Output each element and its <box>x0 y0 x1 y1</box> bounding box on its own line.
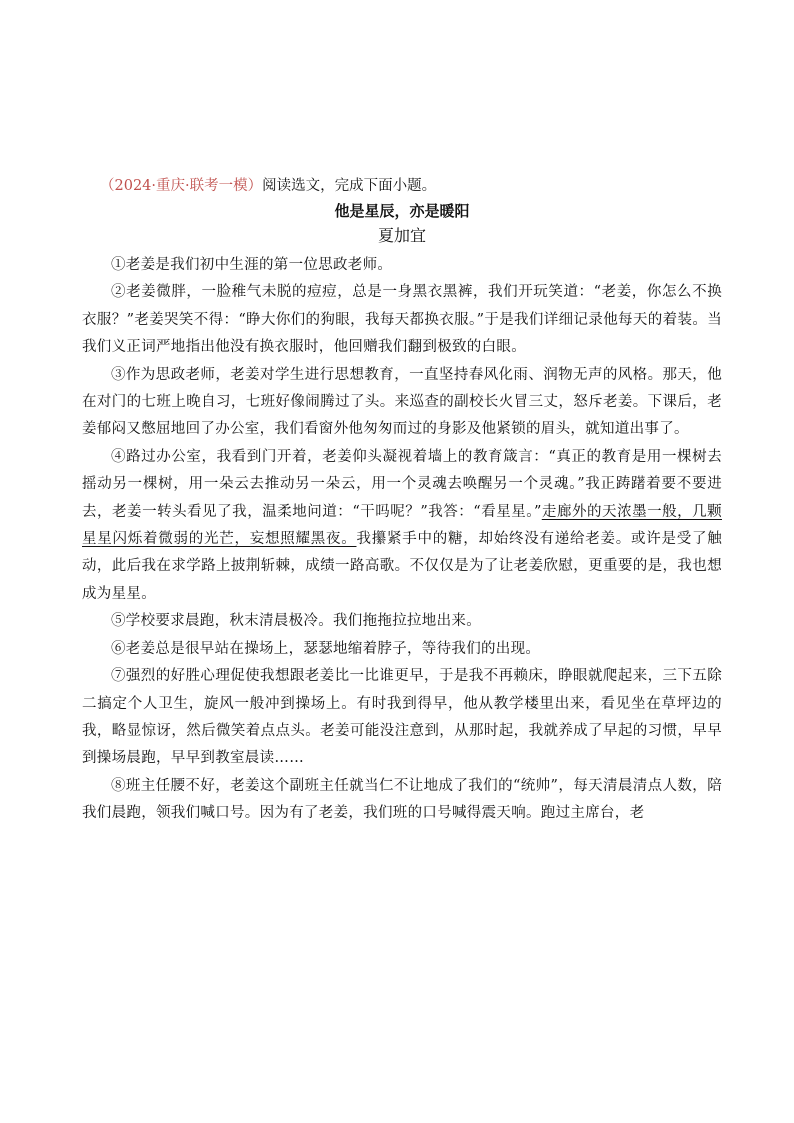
article-author: 夏加宜 <box>377 226 426 245</box>
question-source: （2024·重庆·联考一模） <box>100 178 263 194</box>
paragraph-4-tail: 我攥紧手中的糖，却始终没有递给老姜。或许是受了触动，此后我在求学路上披荆斩棘，成绩一路高歌。不仅仅是为了让老姜欣慰，更重要的是，我也想成为星星。 <box>82 531 722 602</box>
paragraph-8: ⑧班主任腰不好，老姜这个副班主任就当仁不让地成了我们的“统帅”，每天清晨清点人数，陪我们晨跑，领我们喊口号。因为有了老姜，我们班的口号喊得震天响。跑过主席台，老 <box>82 777 722 822</box>
paragraph-2: ②老姜微胖，一脸稚气未脱的痘痘，总是一身黑衣黑裤，我们开玩笑道：“老姜，你怎么不换衣服？”老姜哭笑不得：“睁大你们的狗眼，我每天都换衣服。”于是我们详细记录他每天的着装。当我们义正词严地指出他没有换衣服时，他回赠我们翻到极致的白眼。 <box>82 284 722 356</box>
article-title: 他是星辰，亦是暖阳 <box>334 202 470 220</box>
paragraph-3: ③作为思政老师，老姜对学生进行思想教育，一直坚持春风化雨、润物无声的风格。那天，他在对门的七班上晚自习，七班好像闹腾过了头。来巡查的副校长火冒三丈，怒斥老姜。下课后，老姜郁闷又憋屈地回了办公室，我们看窗外他匆匆而过的身影及他紧锁的眉头，就知道出事了。 <box>82 366 722 438</box>
paragraph-1: ①老姜是我们初中生涯的第一位思政老师。 <box>111 257 393 273</box>
paragraph-4-lead: ④路过办公室，我看到门开着，老姜仰头凝视着墙上的教育箴言：“真正的教育是用一棵树去摇动另一棵树，用一朵云去推动另一朵云，用一个灵魂去唤醒另一个灵魂。”我正踌躇着要不要进去，老姜一转头看见了我，温柔地问道：“干吗呢？”我答：“看星星。” <box>82 448 722 520</box>
paragraph-6: ⑥老姜总是很早站在操场上，瑟瑟地缩着脖子，等待我们的出现。 <box>111 640 541 657</box>
question-instruction: 阅读选文，完成下面小题。 <box>262 178 437 194</box>
paragraph-5: ⑤学校要求晨跑，秋末清晨极冷。我们拖拖拉拉地出来。 <box>111 613 481 630</box>
paragraph-7: ⑦强烈的好胜心理促使我想跟老姜比一比谁更早，于是我不再赖床，睁眼就爬起来，三下五除二搞定个人卫生，旋风一般冲到操场上。有时我到得早，他从教学楼里出来，看见坐在草坪边的我，略显惊讶，然后微笑着点点头。老姜可能没注意到，从那时起，我就养成了早起的习惯，早早到操场晨跑，早早到教室晨读…… <box>82 668 722 767</box>
underlined-sentence: 走廊外的天浓墨一般，几颗星星闪烁着微弱的光芒，妄想照耀黑夜。 <box>82 503 722 548</box>
paragraph-4 <box>82 444 722 608</box>
question-header <box>100 176 722 196</box>
document-content <box>82 176 722 828</box>
